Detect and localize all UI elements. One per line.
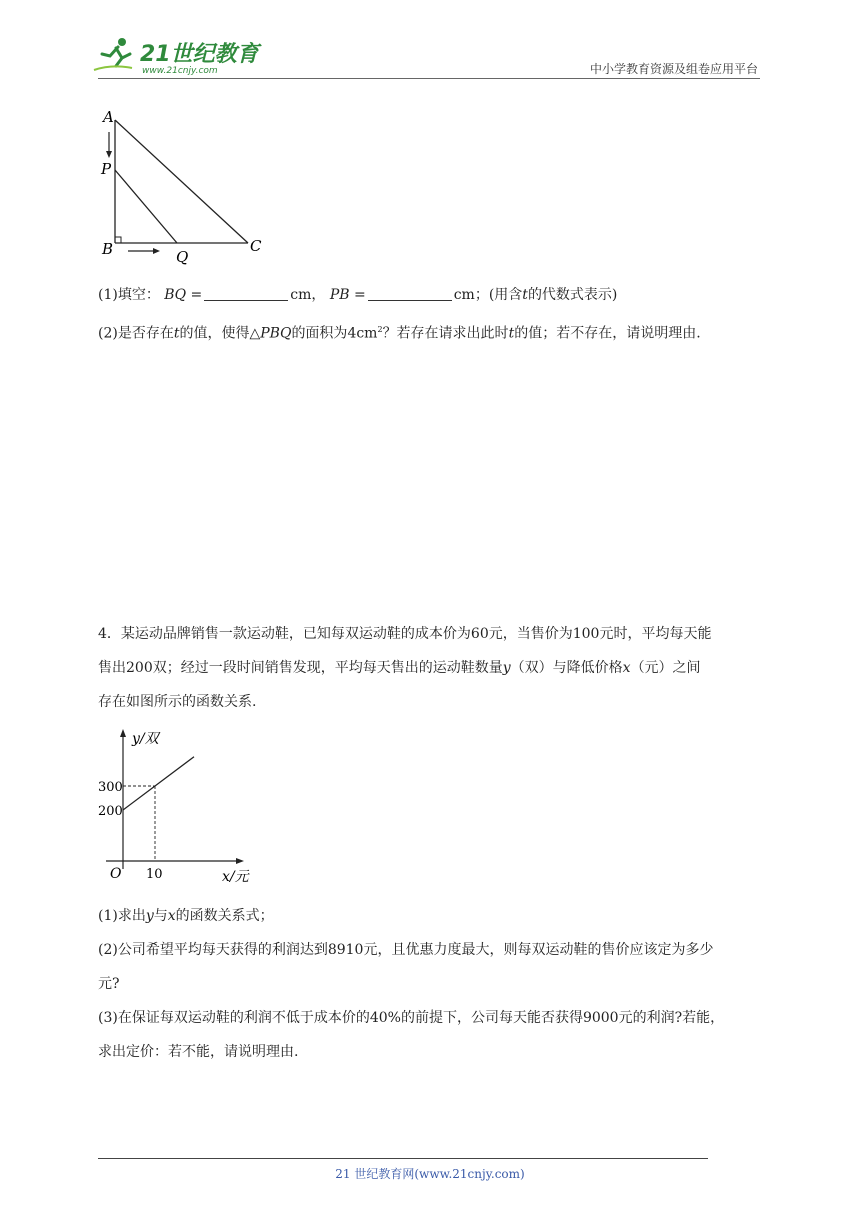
y-axis-arrow-icon bbox=[120, 729, 126, 737]
function-graph bbox=[96, 724, 266, 888]
right-angle-mark bbox=[115, 237, 121, 243]
down-arrow-icon bbox=[106, 132, 112, 158]
right-arrow-icon bbox=[128, 248, 160, 254]
q4-line1: 4．某运动品牌销售一款运动鞋，已知每双运动鞋的成本价为60元，当售价为100元时，平均每天能 bbox=[98, 626, 712, 642]
logo-text: 21世纪教育 bbox=[140, 42, 259, 67]
site-logo bbox=[92, 34, 262, 78]
blank-bq bbox=[204, 286, 288, 301]
side-ac bbox=[115, 120, 248, 243]
label-q: Q bbox=[176, 248, 189, 266]
label-p: P bbox=[101, 160, 112, 178]
x-axis-arrow-icon bbox=[236, 858, 244, 864]
label-b: B bbox=[102, 240, 114, 258]
origin-label: O bbox=[110, 866, 122, 882]
q3-part1: (1)填空： BQ = cm， PB = cm；(用含t的代数式表示) bbox=[98, 287, 618, 303]
y-axis-label: y/双 bbox=[132, 731, 159, 747]
q4-part2-line1: (2)公司希望平均每天获得的利润达到8910元，且优惠力度最大，则每双运动鞋的售价应该定为多少 bbox=[98, 942, 714, 958]
footer-text: 21 世纪教育网(www.21cnjy.com) bbox=[335, 1167, 525, 1181]
label-c: C bbox=[250, 237, 262, 255]
y-tick-300: 300 bbox=[98, 780, 123, 795]
q4-line2: 售出200双；经过一段时间销售发现，平均每天售出的运动鞋数量y（双）与降低价格x（元）之间 bbox=[98, 660, 701, 676]
q4-part3-line2: 求出定价：若不能，请说明理由. bbox=[98, 1044, 299, 1060]
label-a: A bbox=[103, 108, 114, 126]
footer-divider bbox=[98, 1158, 708, 1159]
triangle-figure bbox=[98, 106, 278, 268]
q4-part2-line2: 元? bbox=[98, 976, 120, 992]
x-axis-label: x/元 bbox=[222, 869, 249, 885]
x-tick-10: 10 bbox=[146, 867, 163, 882]
header-divider bbox=[98, 78, 760, 79]
q4-line3: 存在如图所示的函数关系. bbox=[98, 694, 257, 710]
y-tick-200: 200 bbox=[98, 804, 123, 819]
logo-url: www.21cnjy.com bbox=[142, 66, 218, 76]
runner-icon bbox=[94, 38, 132, 70]
blank-pb bbox=[368, 286, 452, 301]
q4-part3-line1: (3)在保证每双运动鞋的利润不低于成本价的40%的前提下，公司每天能否获得9000元的利润?若能， bbox=[98, 1010, 725, 1026]
header-platform-text: 中小学教育资源及组卷应用平台 bbox=[589, 62, 758, 76]
q4-part1: (1)求出y与x的函数关系式； bbox=[98, 908, 274, 924]
q3-part2: (2)是否存在t的值，使得△PBQ的面积为$4cm^2$？若存在请求出此时t的值；若不存在，请说明理由. bbox=[98, 325, 701, 342]
function-line bbox=[123, 757, 194, 810]
segment-pq bbox=[115, 170, 177, 243]
